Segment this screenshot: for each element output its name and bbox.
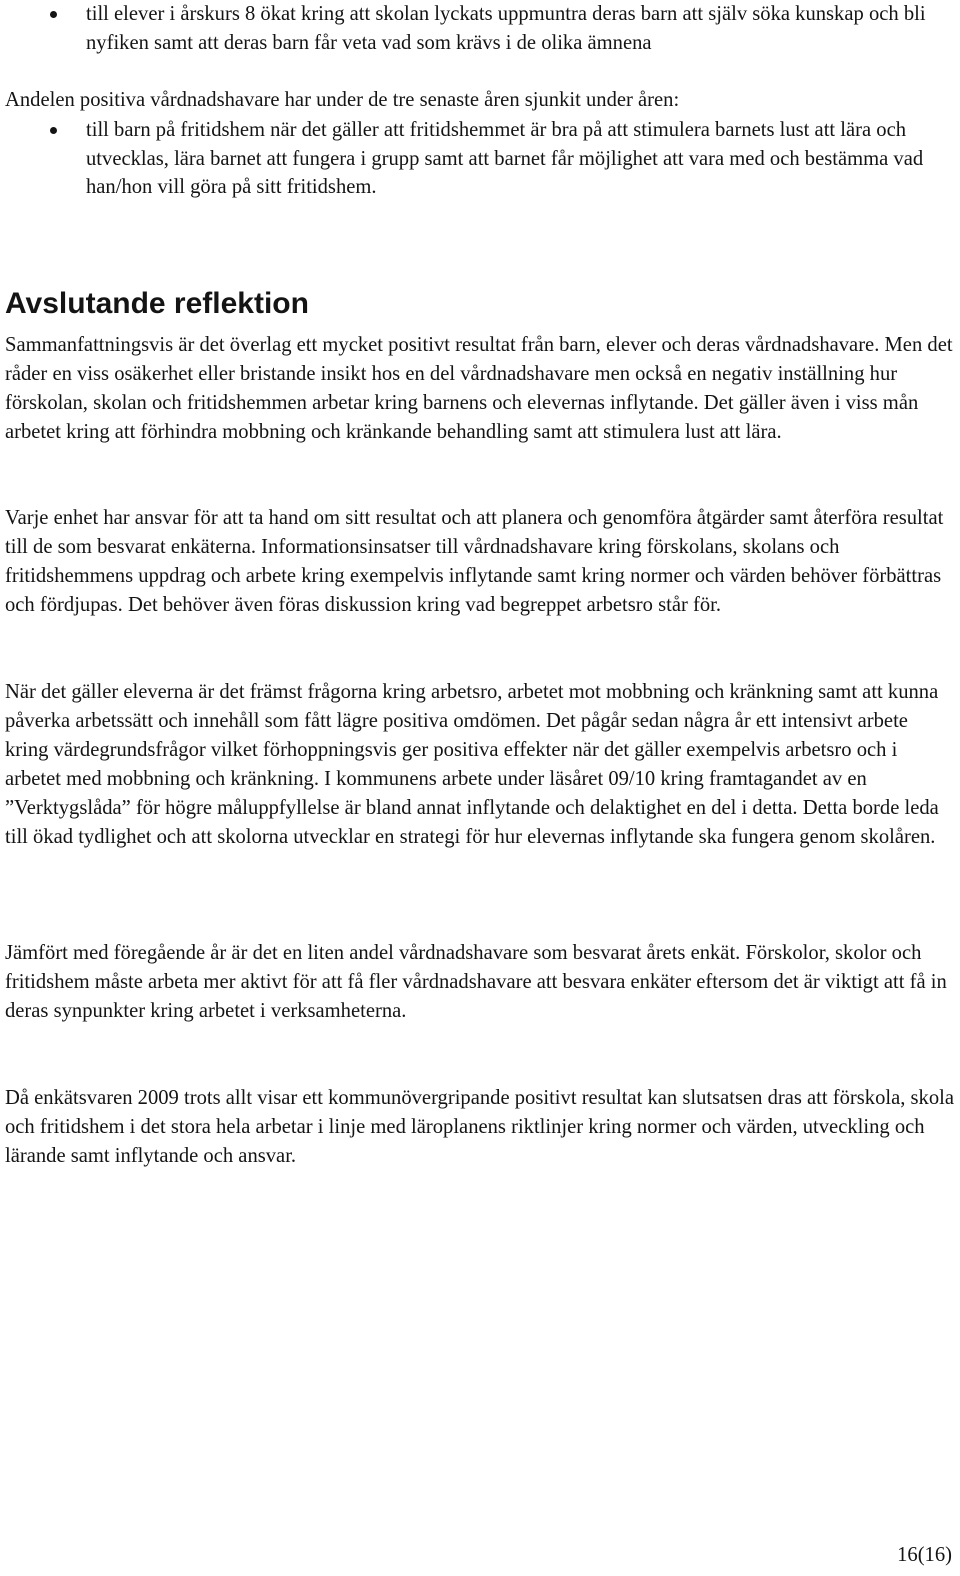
paragraph-conclusion: Då enkätsvaren 2009 trots allt visar ett kommunövergripande positivt resultat kan slutsatsen dras att förskola, skola och fritidshem i det stora hela arbetar i linje med läroplanens riktlinjer kring normer och värden, utveckling och lärande samt inflytande och ansvar. bbox=[5, 1087, 955, 1167]
bullet-icon bbox=[50, 127, 57, 134]
bullet-text: till barn på fritidshem när det gäller att fritidshemmet är bra på att stimulera barnets lust att lära och utvecklas, lära barnet att fungera i grupp samt att barnet får möjlighet att vara med och bestämma vad han/hon vill göra på sitt fritidshem. bbox=[86, 119, 924, 199]
bullet-list-increase bbox=[0, 0, 960, 57]
bullet-icon bbox=[50, 11, 57, 18]
list-item bbox=[0, 0, 956, 57]
page-number: 16(16) bbox=[897, 1544, 952, 1566]
intro-decline: Andelen positiva vårdnadshavare har under de tre senaste åren sjunkit under åren: bbox=[5, 89, 680, 111]
bullet-text: till elever i årskurs 8 ökat kring att skolan lyckats uppmuntra deras barn att själv söka kunskap och bli nyfiken samt att deras barn får veta vad som krävs i de olika ämnena bbox=[86, 3, 926, 54]
paragraph-comparison: Jämfört med föregående år är det en liten andel vårdnadshavare som besvarat årets enkät. Förskolor, skolor och fritidshem måste arbeta mer aktivt för att få fler vårdnadshavare att besvara enkäter eftersom det är viktigt att få in deras synpunkter kring arbetet i verksamheterna. bbox=[5, 942, 947, 1022]
bullet-list-decline bbox=[0, 116, 960, 202]
paragraph-summary: Sammanfattningsvis är det överlag ett mycket positivt resultat från barn, elever och deras vårdnadshavare. Men det råder en viss osäkerhet eller bristande insikt hos en del vårdnadshavare men också en negativ inställning hur förskolan, skolan och fritidshemmen arbetar kring barnens och elevernas inflytande. Det gäller även i viss mån arbetet kring att förhindra mobbning och kränkande behandling samt att stimulera lust att lära. bbox=[5, 334, 953, 443]
paragraph-responsibility: Varje enhet har ansvar för att ta hand om sitt resultat och att planera och genomföra åtgärder samt återföra resultat till de som besvarat enkäterna. Informationsinsatser till vårdnadshavare kring förskolans, skolans och fritidshemmens uppdrag och arbete kring exempelvis inflytande samt kring normer och värden behöver förbättras och fördjupas. Det behöver även föras diskussion kring vad begreppet arbetsro står för. bbox=[5, 507, 944, 616]
paragraph-students: När det gäller eleverna är det främst frågorna kring arbetsro, arbetet mot mobbning och kränkning samt att kunna påverka arbetssätt och innehåll som fått lägre positiva omdömen. Det pågår sedan några år ett intensivt arbete kring värdegrundsfrågor vilket förhoppningsvis ger positiva effekter när det gäller exempelvis arbetsro och i arbetet med mobbning och kränkning. I kommunens arbete under läsåret 09/10 kring framtagandet av en ”Verktygslåda” för högre måluppfyllelse är bland annat inflytande och delaktighet en del i detta. Detta borde leda till ökad tydlighet och att skolorna utvecklar en strategi för hur elevernas inflytande ska fungera genom skolåren. bbox=[5, 681, 939, 848]
section-heading: Avslutande reflektion bbox=[5, 287, 309, 320]
list-item bbox=[0, 116, 956, 202]
